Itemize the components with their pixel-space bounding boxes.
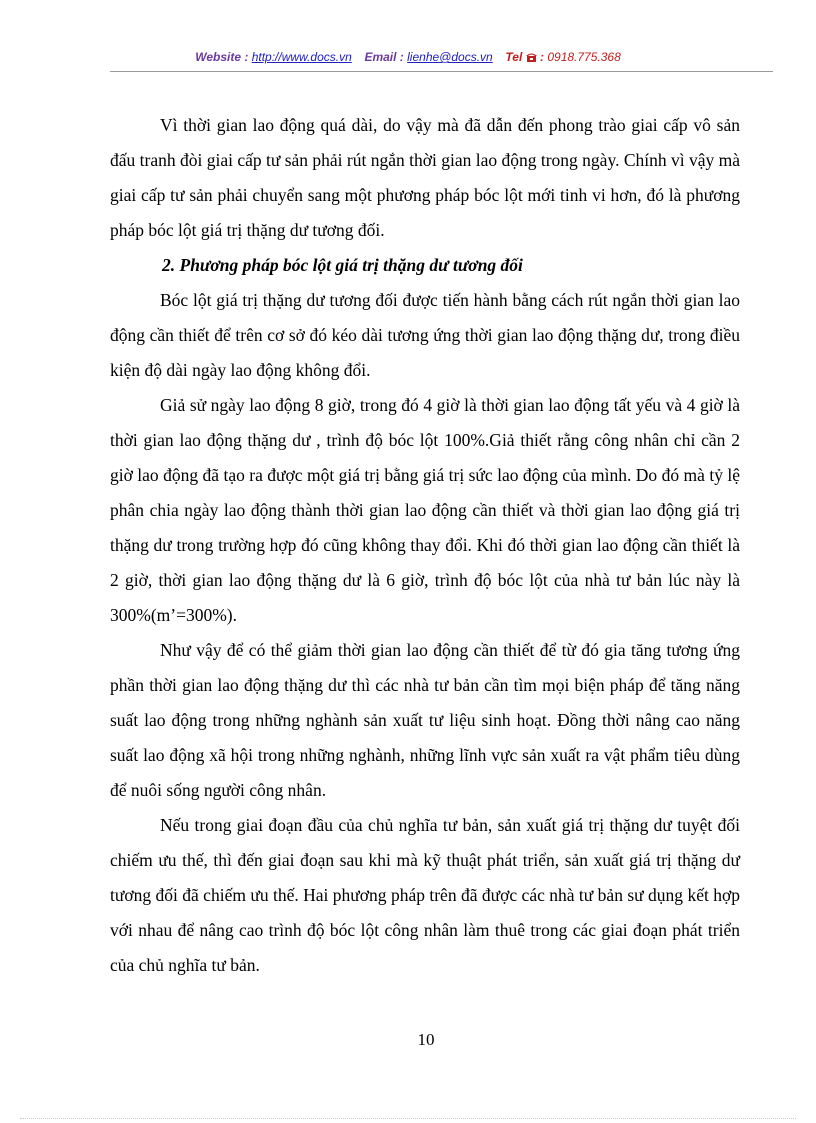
website-link[interactable]: http://www.docs.vn: [251, 50, 352, 64]
paragraph-3: Giả sử ngày lao động 8 giờ, trong đó 4 giờ là thời gian lao động tất yếu và 4 giờ là thời gian lao động thặng dư , trình độ bóc lột 100%.Giả thiết rằng công nhân chỉ cần 2 giờ lao động đã tạo ra được một giá trị bằng giá trị sức lao động của mình. Do đó mà tỷ lệ phân chia ngày lao động thành thời gian lao động cần thiết và thời gian lao động giá trị thặng dư trong trường hợp đó cũng không thay đổi. Khi đó thời gian lao động cần thiết là 2 giờ, thời gian lao động thặng dư là 6 giờ, trình độ bóc lột của nhà tư bản lúc này là 300%(m’=300%).: [110, 395, 740, 625]
document-body: [110, 108, 740, 983]
paragraph-5: Nếu trong giai đoạn đầu của chủ nghĩa tư bản, sản xuất giá trị thặng dư tuyệt đối chiếm ưu thế, thì đến giai đoạn sau khi mà kỹ thuật phát triển, sản xuất giá trị thặng dư tương đối đã chiếm ưu thế. Hai phương pháp trên đã được các nhà tư bản sư dụng kết hợp với nhau để nâng cao trình độ bóc lột công nhân làm thuê trong các giai đoạn phát triển của chủ nghĩa tư bản.: [110, 815, 740, 975]
tel-label: Tel: [505, 50, 523, 64]
phone-number: 0918.775.368: [547, 50, 621, 64]
email-link[interactable]: lienhe@docs.vn: [407, 50, 493, 64]
header-rule: [110, 71, 773, 72]
email-separator: :: [399, 50, 404, 64]
footer-divider: [20, 1118, 796, 1119]
website-label: Website :: [195, 50, 249, 64]
phone-icon: [526, 50, 537, 64]
page-header: [0, 50, 816, 64]
page-number: 10: [417, 1030, 435, 1049]
paragraph-2: Bóc lột giá trị thặng dư tương đối được tiến hành bằng cách rút ngắn thời gian lao động cần thiết để trên cơ sở đó kéo dài tương ứng thời gian lao động thặng dư, trong điều kiện độ dài ngày lao động không đổi.: [110, 290, 740, 380]
paragraph-4: Như vậy để có thể giảm thời gian lao động cần thiết để từ đó gia tăng tương ứng phần thời gian lao động thặng dư thì các nhà tư bản cần tìm mọi biện pháp để tăng năng suất lao động trong những nghành sản xuất tư liệu sinh hoạt. Đồng thời nâng cao năng suất lao động xã hội trong những nghành, những lĩnh vực sản xuất ra vật phẩm tiêu dùng để nuôi sống người công nhân.: [110, 640, 740, 800]
phone-separator: :: [540, 50, 544, 64]
section-heading: 2. Phương pháp bóc lột giá trị thặng dư tương đối: [162, 255, 523, 275]
email-label: Email: [364, 50, 397, 64]
paragraph-1: Vì thời gian lao động quá dài, do vậy mà đã dẫn đến phong trào giai cấp vô sản đấu tranh đòi giai cấp tư sản phải rút ngắn thời gian lao động trong ngày. Chính vì vậy mà giai cấp tư sản phải chuyển sang một phương pháp bóc lột mới tinh vi hơn, đó là phương pháp bóc lột giá trị thặng dư tương đối.: [110, 115, 740, 240]
